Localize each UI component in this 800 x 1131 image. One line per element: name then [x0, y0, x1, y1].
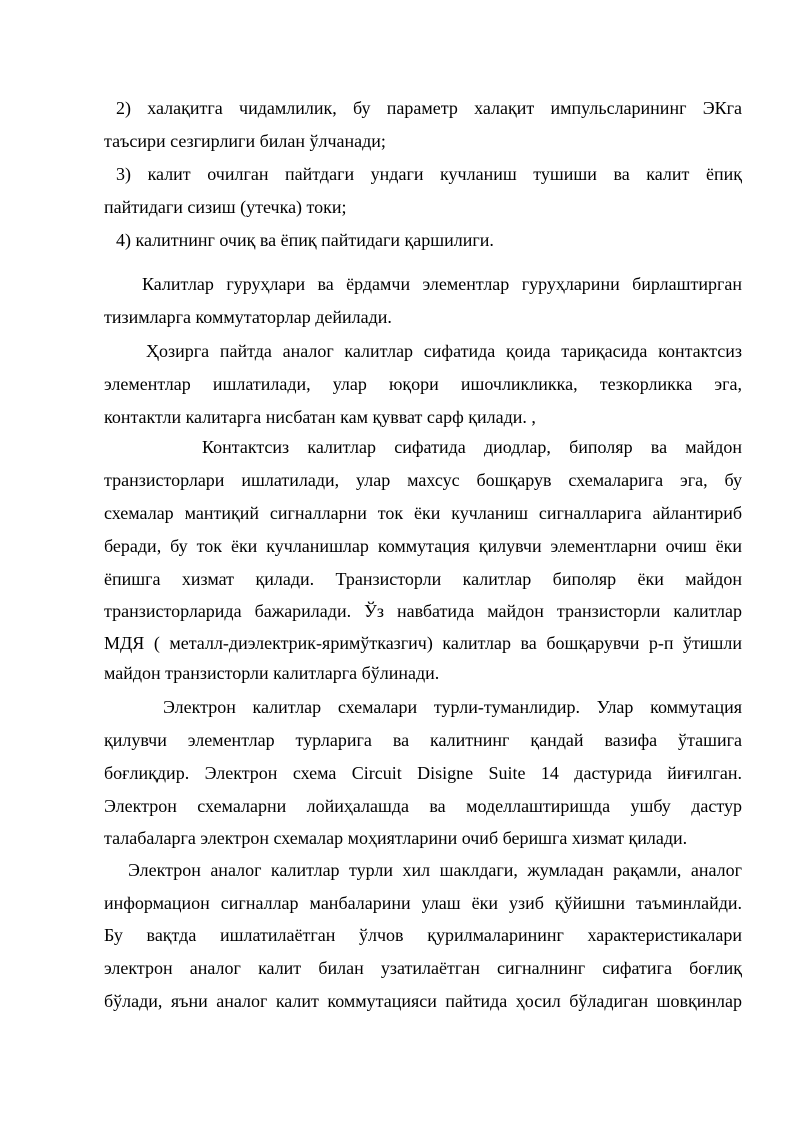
paragraph-2-line-1: Ҳозирга пайтда аналог калитлар сифатида қоида тариқасида контактсиз — [146, 341, 742, 361]
list-item-4: 4) калитнинг очиқ ва ёпиқ пайтидаги қаршилиги. — [116, 230, 494, 250]
paragraph-3-line-8: майдон транзисторли калитларга бўлинади. — [104, 663, 440, 683]
paragraph-4-line-5: талабаларга электрон схемалар моҳиятларини очиб беришга хизмат қилади. — [104, 828, 688, 848]
paragraph-4-line-1: Электрон калитлар схемалари турли-туманлидир. Улар коммутация — [163, 697, 742, 717]
paragraph-3-line-1: Контактсиз калитлар сифатида диодлар, биполяр ва майдон — [202, 437, 742, 457]
list-item-3-line-1: 3) калит очилган пайтдаги ундаги кучланиш тушиши ва калит ёпиқ — [116, 164, 742, 184]
paragraph-1-line-2: тизимларга коммутаторлар дейилади. — [104, 307, 392, 327]
paragraph-5-line-3: Бу вақтда ишлатилаётган ўлчов қурилмаларининг характеристикалари — [104, 925, 742, 945]
paragraph-1-line-1: Калитлар гуруҳлари ва ёрдамчи элементлар гуруҳларини бирлаштирган — [142, 274, 742, 294]
paragraph-4-line-4: Электрон схемаларни лойиҳалашда ва моделлаштиришда ушбу дастур — [104, 796, 742, 816]
list-item-2-line-2: таъсири сезгирлиги билан ўлчанади; — [104, 131, 386, 151]
paragraph-2-line-2: элементлар ишлатилади, улар юқори ишочликликка, тезкорликка эга, — [104, 374, 742, 394]
paragraph-3-line-2: транзисторлари ишлатилади, улар махсус бошқарув схемаларига эга, бу — [104, 470, 742, 490]
paragraph-3-line-7: МДЯ ( металл-диэлектрик-яримўтказгич) калитлар ва бошқарувчи p-п ўтишли — [104, 633, 742, 653]
paragraph-3-line-3: схемалар мантиқий сигналларни ток ёки кучланиш сигналларига айлантириб — [104, 503, 742, 523]
paragraph-4-line-3: боғлиқдир. Электрон схема Circuit Disigne Suite 14 дастурида йиғилган. — [104, 763, 742, 783]
paragraph-3-line-4: беради, бу ток ёки кучланишлар коммутация қилувчи элементларни очиш ёки — [104, 536, 742, 556]
paragraph-2-line-3: контактли калитарга нисбатан кам қувват сарф қилади. , — [104, 407, 536, 427]
paragraph-5-line-2: информацион сигналлар манбаларини улаш ёки узиб қўйишни таъминлайди. — [104, 893, 742, 913]
paragraph-5-line-5: бўлади, яъни аналог калит коммутацияси пайтида ҳосил бўладиган шовқинлар — [104, 991, 742, 1011]
paragraph-4-line-2: қилувчи элементлар турларига ва калитнинг қандай вазифа ўташига — [104, 730, 742, 750]
paragraph-3-line-5: ёпишга хизмат қилади. Транзисторли калитлар биполяр ёки майдон — [104, 569, 742, 589]
paragraph-5-line-1: Электрон аналог калитлар турли хил шаклдаги, жумладан рақамли, аналог — [128, 860, 742, 880]
list-item-3-line-2: пайтидаги сизиш (утечка) токи; — [104, 197, 347, 217]
paragraph-3-line-6: транзисторларида бажарилади. Ўз навбатида майдон транзисторли калитлар — [104, 601, 742, 621]
list-item-2-line-1: 2) халақитга чидамлилик, бу параметр халақит импульсларининг ЭКга — [116, 98, 742, 118]
paragraph-5-line-4: электрон аналог калит билан узатилаётган сигналнинг сифатига боғлиқ — [104, 958, 742, 978]
